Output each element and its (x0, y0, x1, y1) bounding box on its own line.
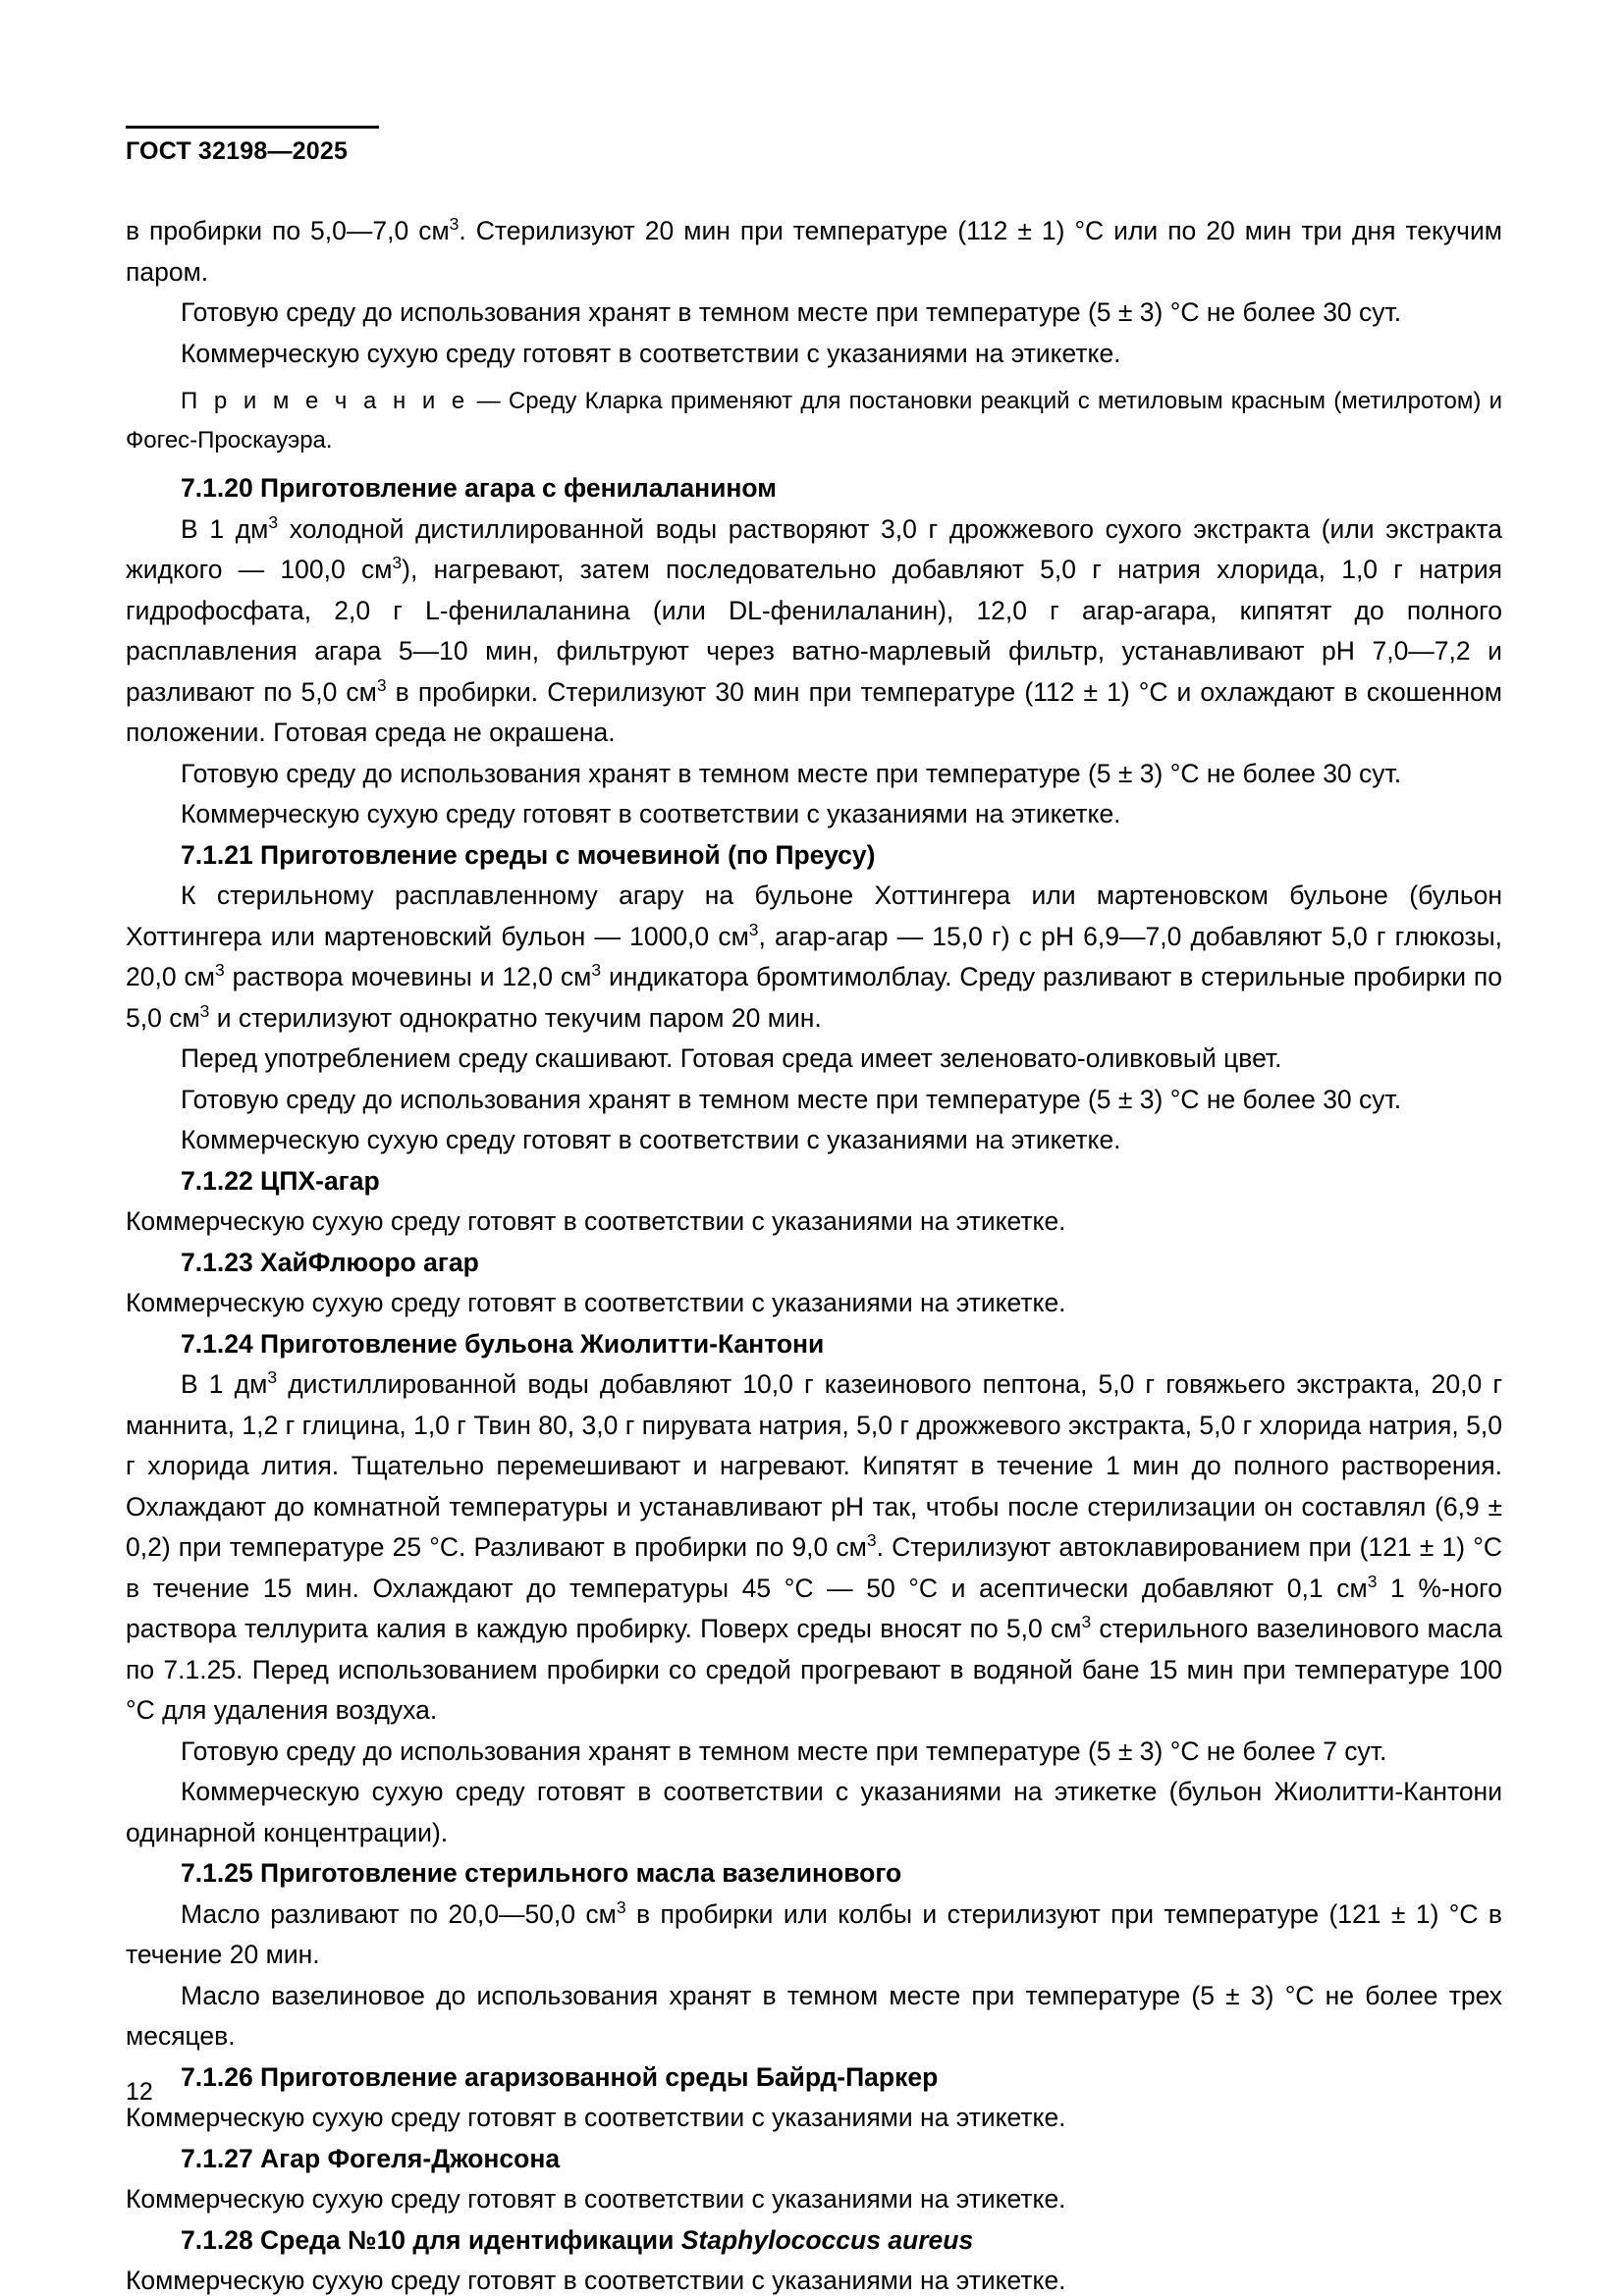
paragraph-7-1-21-extra: Перед употреблением среду скашивают. Готовая среда имеет зеленовато-оливковый цвет. (181, 1043, 1282, 1073)
superscript-cubic: 3 (267, 1367, 278, 1388)
paragraph-continued (126, 211, 1502, 293)
note-dash: — (468, 388, 509, 414)
paragraph-7-1-20-body (126, 509, 1502, 754)
superscript-cubic: 3 (214, 960, 225, 981)
text-run: раствора мочевины и 12,0 см (224, 962, 592, 991)
superscript-cubic: 3 (1081, 1612, 1092, 1632)
text-run: стерильного вазелинового масла по 7.1.25. Перед использованием пробирки со средой прогревают в водяной бане 15 мин при температуре 100 °C для удаления воздуха. (126, 1614, 1502, 1725)
text-run: , агар-агар — 15,0 г) с рН 6,9—7,0 добавляют 5,0 г глюкозы, 20,0 см (126, 921, 1502, 991)
text-run: в пробирки или колбы и стерилизуют при температуре (121 ± 1) °C в течение 20 мин. (126, 1898, 1503, 1969)
heading-7-1-24: 7.1.24 Приготовление бульона Жиолитти-Кантони (181, 1328, 825, 1359)
heading-7-1-20: 7.1.20 Приготовление агара с фенилаланином (181, 473, 777, 503)
heading-7-1-25: 7.1.25 Приготовление стерильного масла вазелинового (181, 1858, 902, 1888)
paragraph-7-1-21-body (126, 876, 1502, 1039)
paragraph-continued-rest: . Стерилизуют 20 мин при температуре (112 ± 1) °C или по 20 мин три дня текучим паром. (126, 216, 1502, 287)
paragraph-7-1-25-storage: Масло вазелиновое до использования хранят в темном месте при температуре (5 ± 3) °C не более трех месяцев. (126, 1980, 1502, 2051)
superscript-cubic: 3 (591, 960, 602, 981)
spacer (126, 374, 1502, 382)
heading-7-1-28-species: Staphylococcus aureus (680, 2224, 974, 2255)
superscript-cubic: 3 (1367, 1571, 1378, 1591)
page-content (126, 211, 1502, 2296)
text-run: и стерилизуют однократно текучим паром 20 мин. (209, 1002, 822, 1033)
paragraph-commercial-5: Коммерческую сухую среду готовят в соответствии с указаниями на этикетке. (126, 1288, 1066, 1317)
paragraph-7-1-24-commercial: Коммерческую сухую среду готовят в соответствии с указаниями на этикетке (бульон Жиолитти-Кантони одинарной концентрации). (126, 1777, 1502, 1847)
text-run: В 1 дм (181, 1369, 268, 1399)
heading-7-1-28 (126, 2220, 1502, 2262)
paragraph-commercial-1: Коммерческую сухую среду готовят в соответствии с указаниями на этикетке. (181, 338, 1121, 368)
paragraph-7-1-24-body (126, 1364, 1502, 1732)
paragraph-continued-lead: в пробирки по 5,0—7,0 см (126, 216, 450, 245)
paragraph-commercial-6: Коммерческую сухую среду готовят в соответствии с указаниями на этикетке. (126, 2103, 1066, 2132)
superscript-cubic: 3 (392, 553, 403, 573)
heading-7-1-26: 7.1.26 Приготовление агаризованной среды Байрд-Паркер (181, 2061, 939, 2092)
text-run: В 1 дм (181, 513, 269, 544)
heading-7-1-23: 7.1.23 ХайФлюоро агар (181, 1247, 479, 1277)
text-run: Масло разливают по 20,0—50,0 см (181, 1898, 617, 1929)
text-run: в пробирки. Стерилизуют 30 мин при температуре (112 ± 1) °C и охлаждают в скошенном положении. Готовая среда не окрашена. (126, 676, 1502, 747)
text-run: холодной дистиллированной воды растворяют 3,0 г дрожжевого сухого экстракта (или экстракта жидкого — 100,0 см (126, 513, 1502, 584)
paragraph-7-1-25-body (126, 1895, 1502, 1976)
text-run: К стерильному расплавленному агару на бульоне Хоттингера или мартеновском бульоне (бульон Хоттингера или мартеновский бульон — 1000,0 см (126, 881, 1502, 951)
header-rule (126, 126, 379, 129)
running-head-standard-code: ГОСТ 32198—2025 (126, 137, 349, 165)
page-folio: 12 (126, 2078, 153, 2106)
heading-7-1-28-prefix: 7.1.28 Среда №10 для идентификации (181, 2224, 681, 2255)
superscript-cubic: 3 (866, 1530, 877, 1551)
paragraph-7-1-24-storage: Готовую среду до использования хранят в темном месте при температуре (5 ± 3) °C не более 7 сут. (181, 1735, 1387, 1766)
paragraph-commercial-7: Коммерческую сухую среду готовят в соответствии с указаниями на этикетке. (126, 2184, 1066, 2214)
paragraph-commercial-3: Коммерческую сухую среду готовят в соответствии с указаниями на этикетке. (181, 1125, 1121, 1154)
superscript-cubic: 3 (268, 511, 279, 532)
paragraph-storage-2: Готовую среду до использования хранят в темном месте при температуре (5 ± 3) °C не более 30 сут. (181, 758, 1402, 788)
heading-7-1-21: 7.1.21 Приготовление среды с мочевиной (по Преусу) (181, 839, 876, 870)
text-run: 1 %-ного раствора теллурита калия в каждую пробирку. Поверх среды вносят по 5,0 см (126, 1573, 1503, 1643)
paragraph-commercial-8: Коммерческую сухую среду готовят в соответствии с указаниями на этикетке. (126, 2266, 1066, 2295)
text-run: ), нагревают, затем последовательно добавляют 5,0 г натрия хлорида, 1,0 г натрия гидрофосфата, 2,0 г L-фенилаланина (или DL-фенилаланин), 12,0 г агар-агара, кипятят до полного расплавления агара 5—10 мин, фильтруют через ватно-марлевый фильтр, устанавливают рН 7,0—7,2 и разливают по 5,0 см (126, 555, 1502, 707)
note-text: Среду Кларка применяют для постановки реакций с метиловым красным (метилротом) и Фогес-Проскауэра. (126, 388, 1503, 454)
paragraph-commercial-2: Коммерческую сухую среду готовят в соответствии с указаниями на этикетке. (181, 799, 1121, 828)
superscript-cubic: 3 (199, 1000, 210, 1021)
text-run: дистиллированной воды добавляют 10,0 г казеинового пептона, 5,0 г говяжьего экстракта, 20,0 г маннита, 1,2 г глицина, 1,0 г Твин 80, 3,0 г пирувата натрия, 5,0 г дрожжевого экстракта, 5,0 г хлорида натрия, 5,0 г хлорида лития. Тщательно перемешивают и нагревают. Кипятят в течение 1 мин до полного растворения. Охлаждают до комнатной температуры и устанавливают рН так, чтобы после стерилизации он составлял (6,9 ± 0,2) при температуре 25 °C. Разливают в пробирки по 9,0 см (126, 1369, 1503, 1562)
superscript-cubic: 3 (616, 1896, 626, 1917)
paragraph-commercial-4: Коммерческую сухую среду готовят в соответствии с указаниями на этикетке. (126, 1206, 1066, 1236)
paragraph-storage-1: Готовую среду до использования хранят в темном месте при температуре (5 ± 3) °C не более 30 сут. (181, 297, 1402, 327)
spacer (126, 460, 1502, 468)
text-run: . Стерилизуют автоклавированием при (121 ± 1) °C в течение 15 мин. Охлаждают до температуры 45 °C — 50 °C и асептически добавляют 0,1 см (126, 1532, 1502, 1603)
superscript-cubic: 3 (376, 674, 387, 695)
note-label: П р и м е ч а н и е (181, 388, 469, 414)
superscript-cubic: 3 (449, 214, 460, 235)
superscript-cubic: 3 (748, 919, 759, 939)
heading-7-1-27: 7.1.27 Агар Фогеля-Джонсона (181, 2143, 561, 2173)
paragraph-storage-3: Готовую среду до использования хранят в темном месте при температуре (5 ± 3) °C не более 30 сут. (181, 1084, 1402, 1114)
note-clark (126, 382, 1502, 460)
text-run: индикатора бромтимолблау. Среду разливают в стерильные пробирки по 5,0 см (126, 962, 1502, 1033)
heading-7-1-22: 7.1.22 ЦПХ-агар (181, 1165, 380, 1196)
